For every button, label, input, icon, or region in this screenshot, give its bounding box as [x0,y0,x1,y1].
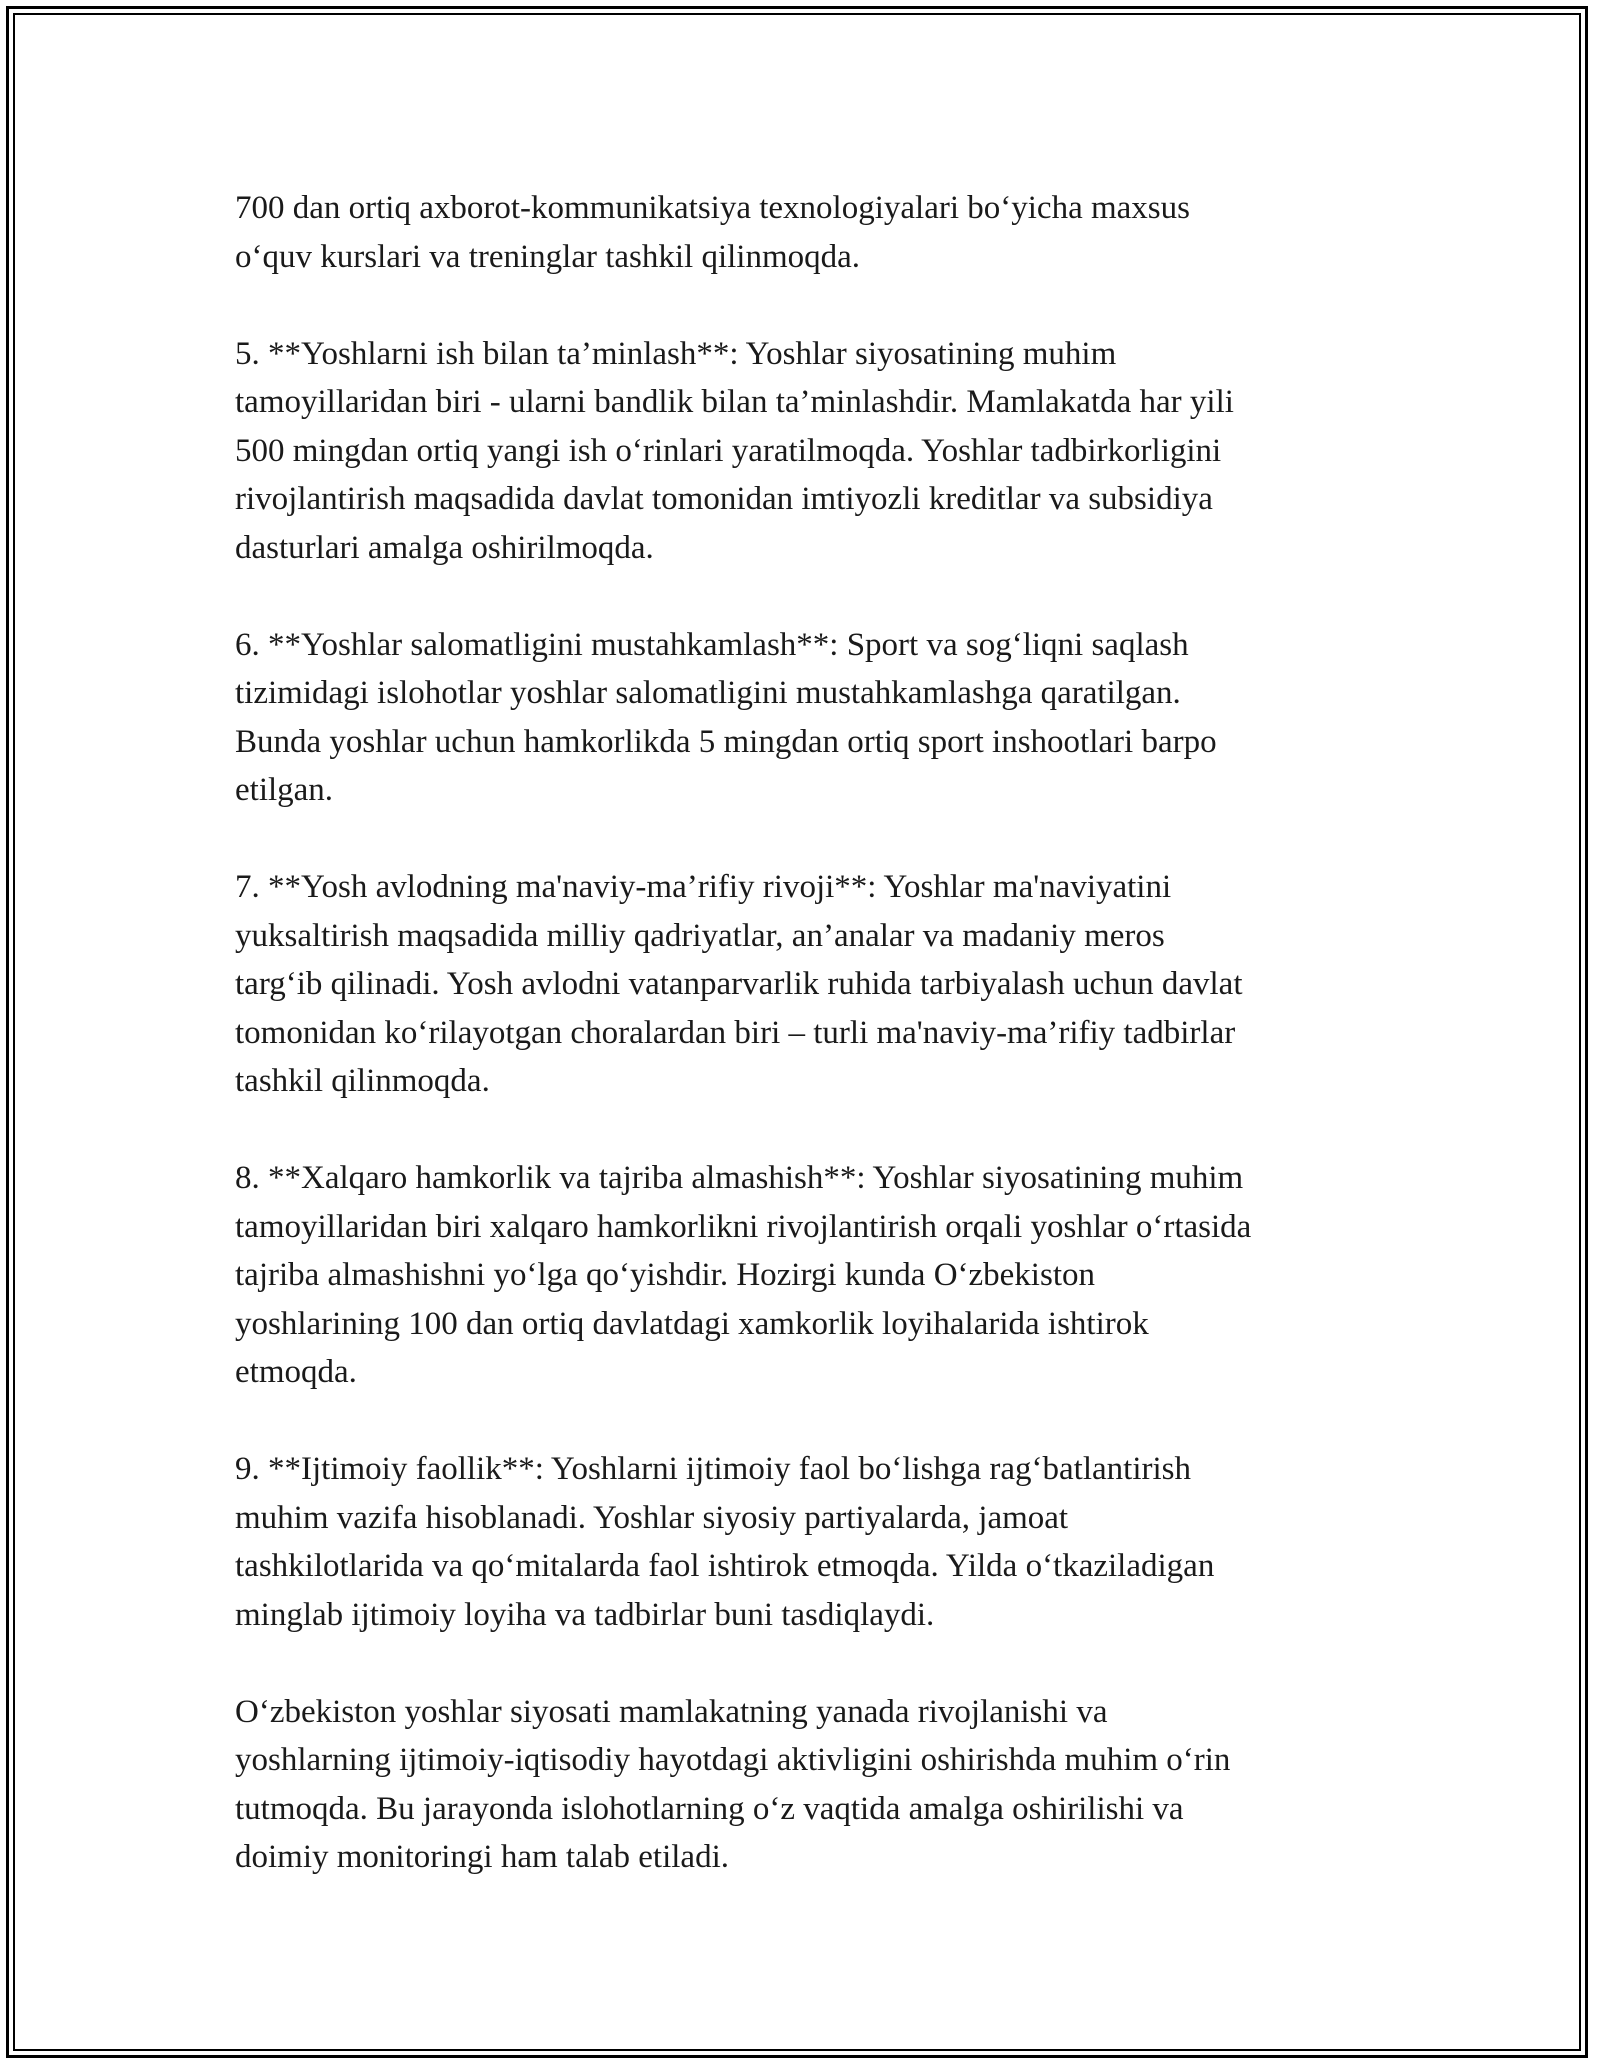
paragraph-item-6: 6. **Yoshlar salomatligini mustahkamlash**: Sport va sog‘liqni saqlash tizimidagi islohotlar yoshlar salomatligini mustahkamlashga qaratilgan. Bunda yoshlar uchun hamkorlikda 5 mingdan ortiq sport inshootlari barpo etilgan. [235,626,1217,808]
paragraph-item-9: 9. **Ijtimoiy faollik**: Yoshlarni ijtimoiy faol bo‘lishga rag‘batlantirish muhim vazifa hisoblanadi. Yoshlar siyosiy partiyalarda, jamoat tashkilotlarida va qo‘mitalarda faol ishtirok etmoqda. Yilda o‘tkaziladigan minglab ijtimoiy loyiha va tadbirlar buni tasdiqlaydi. [235,1451,1215,1633]
paragraph-item-7: 7. **Yosh avlodning ma'naviy-ma’rifiy rivoji**: Yoshlar ma'naviyatini yuksaltirish maqsadida milliy qadriyatlar, an’analar va madaniy meros targ‘ib qilinadi. Yosh avlodni vatanparvarlik ruhida tarbiyalash uchun davlat tomonidan ko‘rilayotgan choralardan biri – turli ma'naviy-ma’rifiy tadbirlar tashkil qilinmoqda. [235,869,1243,1099]
document-body [235,184,1385,1882]
paragraph-item-8: 8. **Xalqaro hamkorlik va tajriba almashish**: Yoshlar siyosatining muhim tamoyillaridan biri xalqaro hamkorlikni rivojlantirish orqali yoshlar o‘rtasida tajriba almashishni yo‘lga qo‘yishdir. Hozirgi kunda O‘zbekiston yoshlarining 100 dan ortiq davlatdagi xamkorlik loyihalarida ishtirok etmoqda. [235,1160,1252,1390]
paragraph-item-5: 5. **Yoshlarni ish bilan ta’minlash**: Yoshlar siyosatining muhim tamoyillaridan biri - ularni bandlik bilan ta’minlashdir. Mamlakatda har yili 500 mingdan ortiq yangi ish o‘rinlari yaratilmoqda. Yoshlar tadbirkorligini rivojlantirish maqsadida davlat tomonidan imtiyozli kreditlar va subsidiya dasturlari amalga oshirilmoqda. [235,335,1234,566]
paragraph-conclusion: O‘zbekiston yoshlar siyosati mamlakatning yanada rivojlanishi va yoshlarning ijtimoiy-iqtisodiy hayotdagi aktivligini oshirishda muhim o‘rin tutmoqda. Bu jarayonda islohotlarning o‘z vaqtida amalga oshirilishi va doimiy monitoringi ham talab etiladi. [235,1693,1231,1875]
paragraph-intro-continuation: 700 dan ortiq axborot-kommunikatsiya texnologiyalari bo‘yicha maxsus o‘quv kurslari va treninglar tashkil qilinmoqda. [235,190,1190,275]
